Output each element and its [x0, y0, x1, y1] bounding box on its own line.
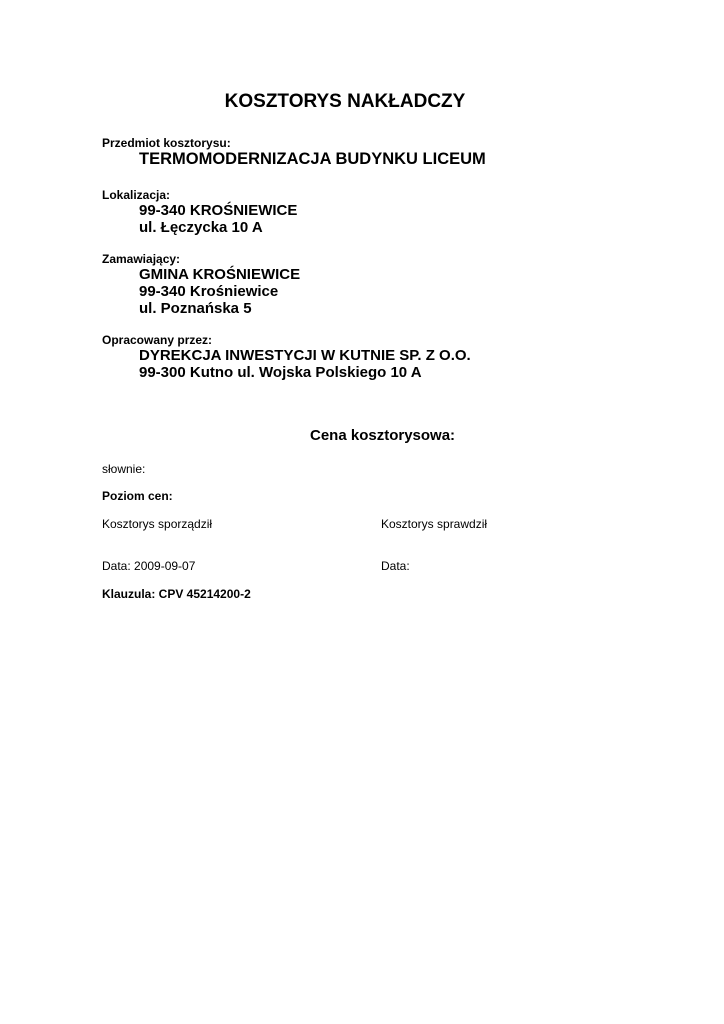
location-line-2: ul. Łęczycka 10 A [139, 219, 263, 236]
client-line-2: 99-340 Krośniewice [139, 283, 279, 300]
prepared-by-line-2: 99-300 Kutno ul. Wojska Polskiego 10 A [139, 364, 422, 381]
in-words-label: słownie: [102, 462, 146, 476]
price-label: Cena kosztorysowa: [310, 427, 456, 444]
price-level-label: Poziom cen: [102, 489, 173, 503]
clause: Klauzula: CPV 45214200-2 [102, 587, 251, 601]
subject-value: TERMOMODERNIZACJA BUDYNKU LICEUM [139, 150, 486, 168]
checked-signature-label: Kosztorys sprawdził [381, 517, 488, 531]
date-prepared: Data: 2009-09-07 [102, 559, 196, 573]
date-checked: Data: [381, 559, 410, 573]
client-label: Zamawiający: [102, 252, 181, 266]
client-line-3: ul. Poznańska 5 [139, 300, 252, 317]
location-line-1: 99-340 KROŚNIEWICE [139, 202, 298, 219]
prepared-by-label: Opracowany przez: [102, 333, 213, 347]
client-line-1: GMINA KROŚNIEWICE [139, 266, 301, 283]
prepared-signature-label: Kosztorys sporządził [102, 517, 213, 531]
document-title: KOSZTORYS NAKŁADCZY [224, 91, 466, 112]
subject-label: Przedmiot kosztorysu: [102, 136, 231, 150]
prepared-by-line-1: DYREKCJA INWESTYCJI W KUTNIE SP. Z O.O. [139, 347, 471, 364]
location-label: Lokalizacja: [102, 188, 171, 202]
